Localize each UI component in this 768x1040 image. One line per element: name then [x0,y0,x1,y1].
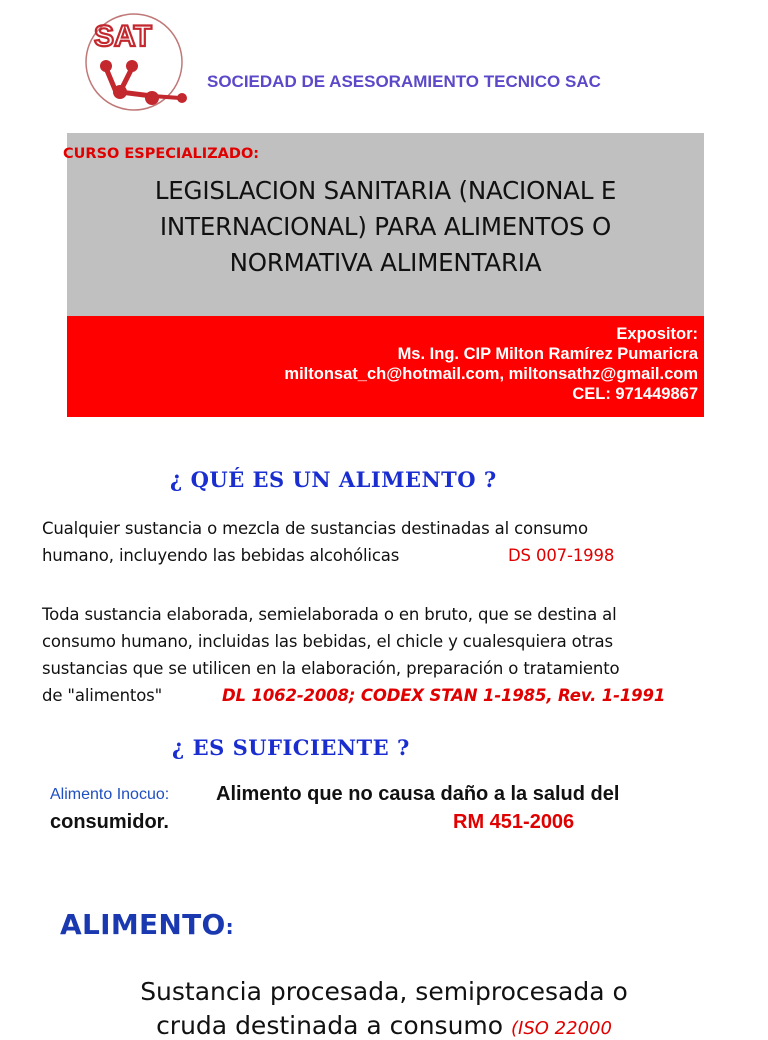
definition1-line2: humano, incluyendo las bebidas alcohólicas [42,546,400,565]
definition2-line1: Toda sustancia elaborada, semielaborada o en bruto, que se destina al [42,605,617,624]
definition1-reference: DS 007-1998 [508,546,615,565]
organization-name: SOCIEDAD DE ASESORAMIENTO TECNICO SAC [207,72,601,91]
alimento-definition-line2-text: cruda destinada a consumo [156,1011,504,1040]
alimento-reference: (ISO 22000 [511,1018,612,1039]
alimento-definition-line2 [0,1011,768,1040]
inocuo-label: Alimento Inocuo: [50,786,170,803]
sat-logo [80,12,192,116]
alimento-heading [60,908,234,941]
inocuo-text-line2: consumidor. [50,811,169,833]
question-is-it-enough: ¿ ES SUFICIENTE ? [172,735,410,760]
expositor-phone: CEL: 971449867 [572,385,698,403]
course-label: CURSO ESPECIALIZADO: [63,146,260,162]
inocuo-reference: RM 451-2006 [453,811,575,833]
expositor-emails: miltonsat_ch@hotmail.com, miltonsathz@gmail.com [284,365,698,383]
alimento-definition-line1: Sustancia procesada, semiprocesada o [140,977,628,1006]
alimento-heading-colon: : [225,915,234,939]
definition1-line1: Cualquier sustancia o mezcla de sustancias destinadas al consumo [42,519,588,538]
question-what-is-food: ¿ QUÉ ES UN ALIMENTO ? [170,467,497,492]
expositor-label: Expositor: [616,325,698,343]
alimento-heading-text: ALIMENTO [60,908,226,941]
definition2-reference: DL 1062-2008; CODEX STAN 1-1985, Rev. 1-1991 [222,686,666,705]
expositor-info [284,324,698,404]
definition2-line2: consumo humano, incluidas las bebidas, el chicle y cualesquiera otras [42,632,613,651]
definition2-line3: sustancias que se utilicen en la elaboración, preparación o tratamiento [42,659,620,678]
inocuo-text-line1: Alimento que no causa daño a la salud del [216,783,620,805]
logo-text: SAT [94,20,152,53]
definition2-line4: de "alimentos" [42,686,163,705]
expositor-name: Ms. Ing. CIP Milton Ramírez Pumaricra [397,345,698,363]
course-title: LEGISLACION SANITARIA (NACIONAL E INTERNACIONAL) PARA ALIMENTOS O NORMATIVA ALIMENTARIA [154,176,617,277]
